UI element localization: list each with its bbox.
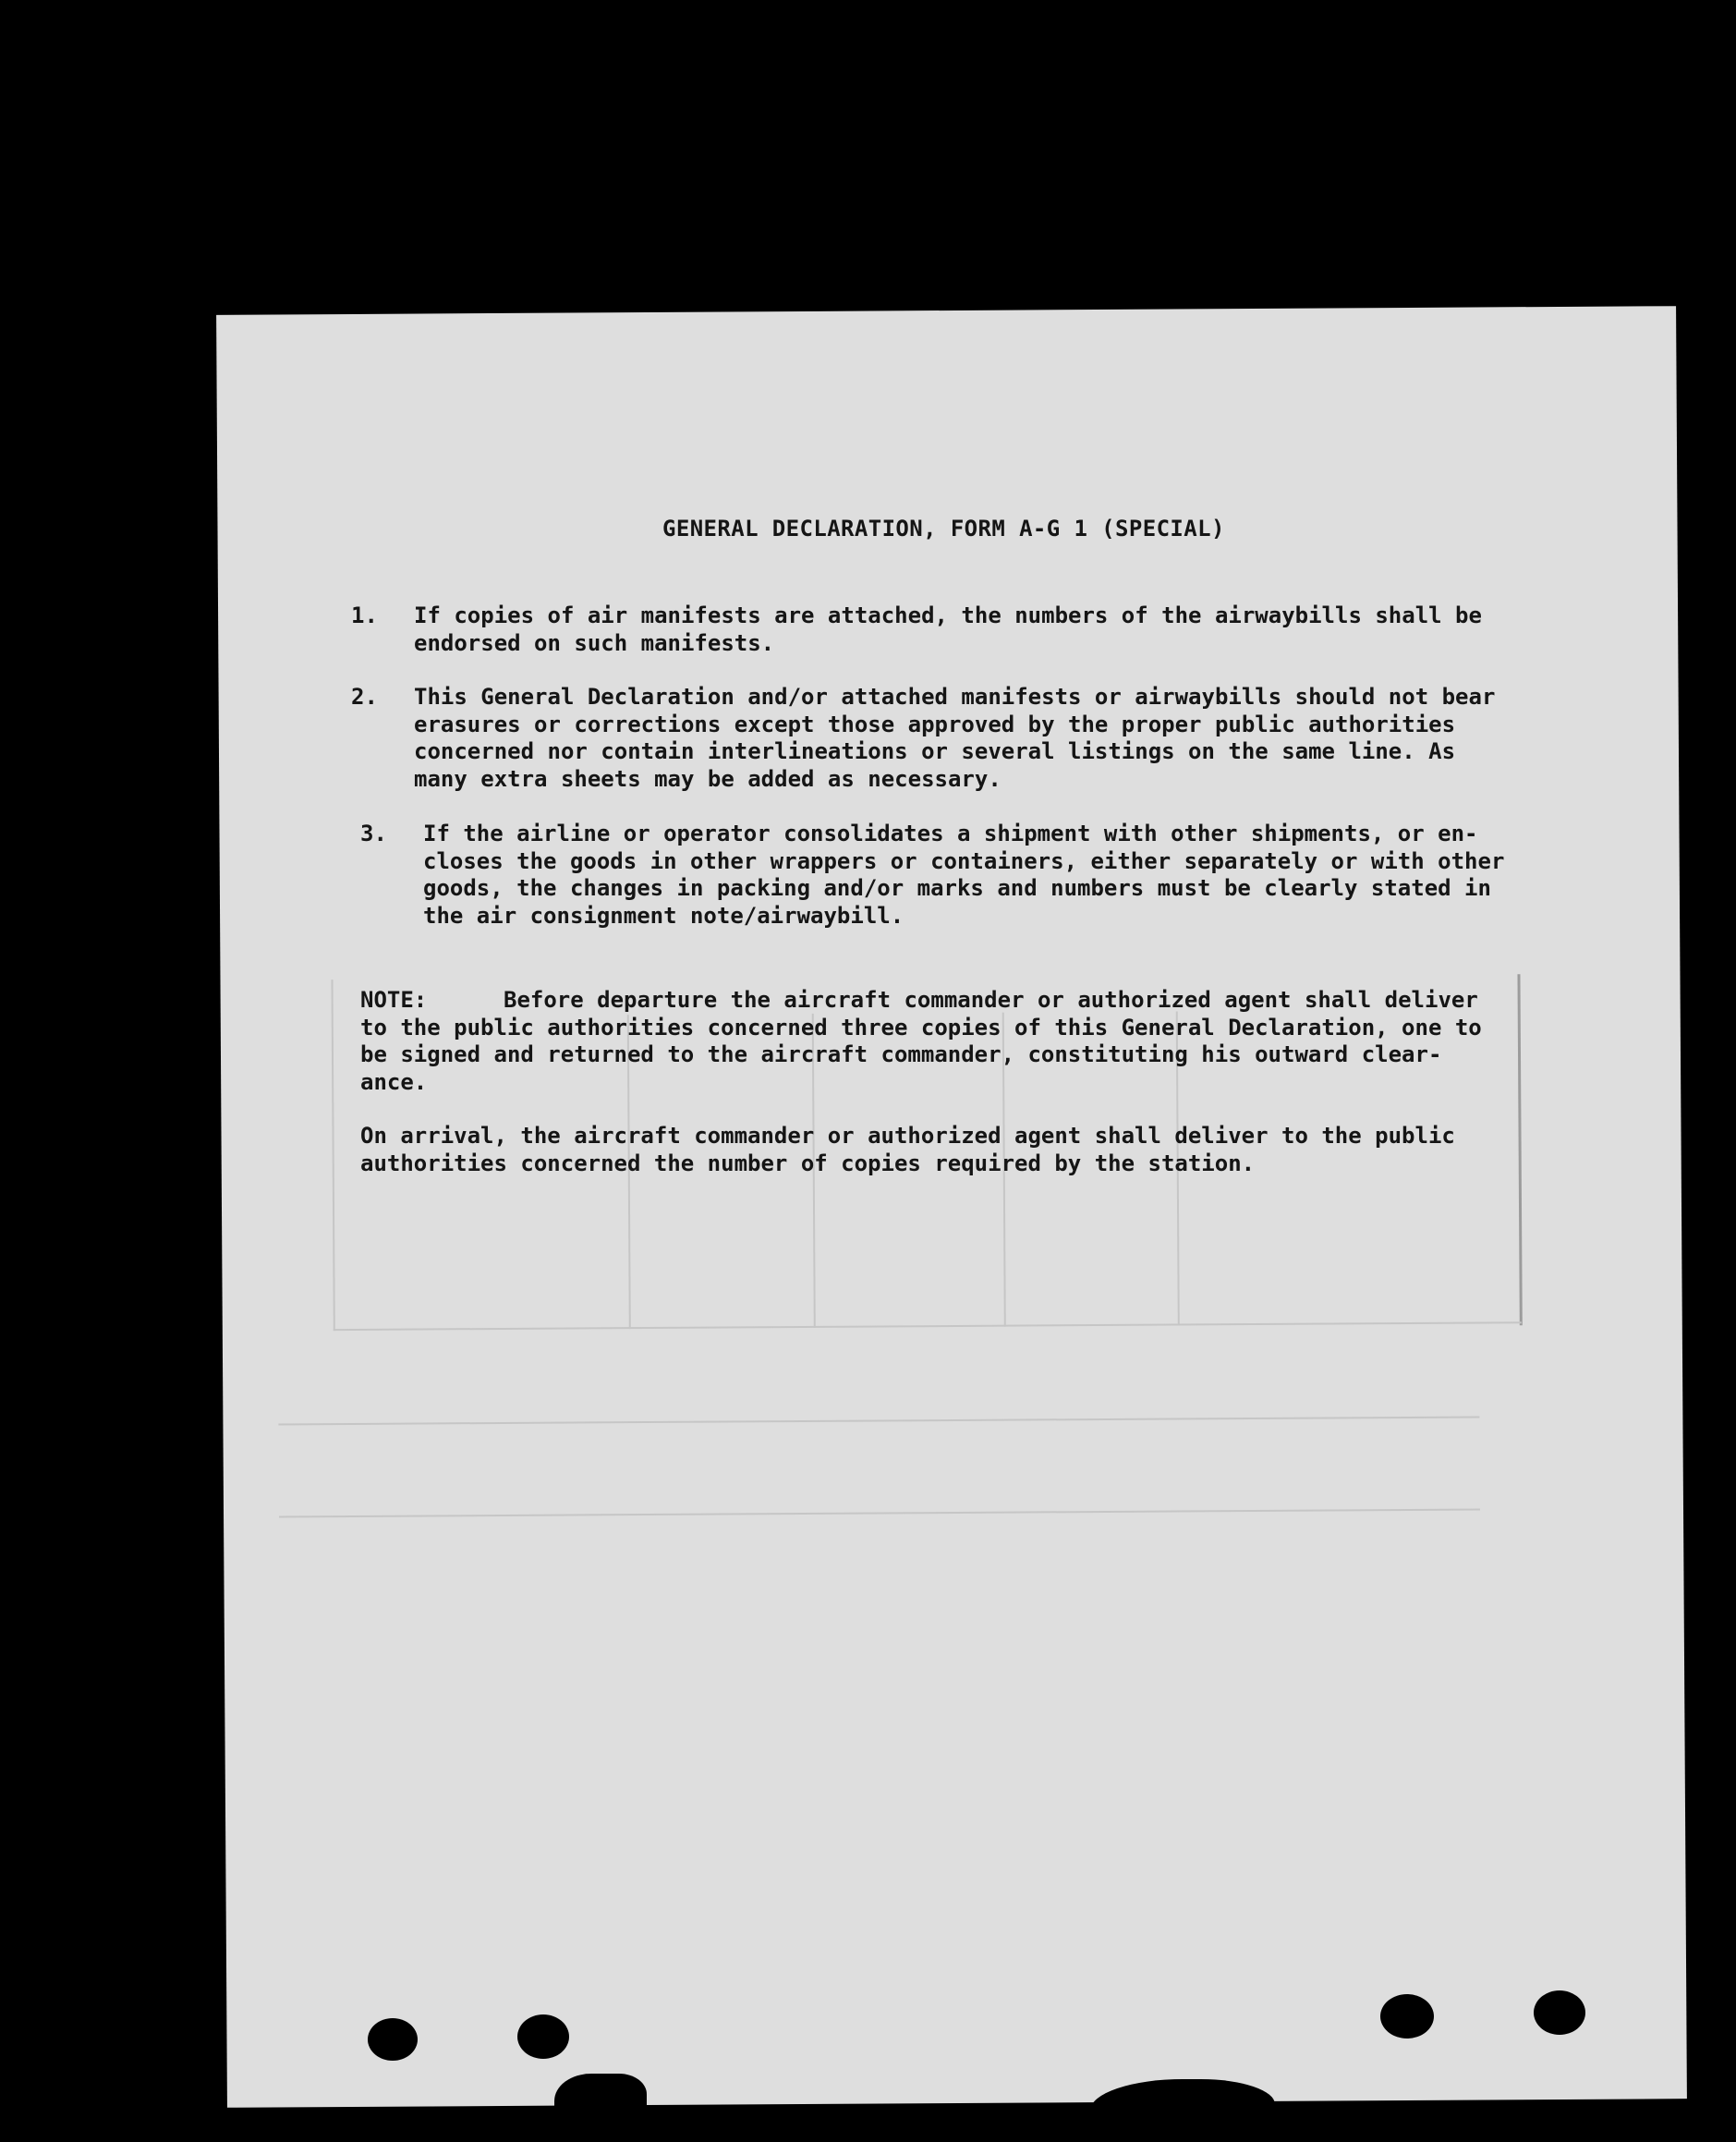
text-line: the air consignment note/airwaybill. [423, 902, 904, 929]
document-title: GENERAL DECLARATION, FORM A-G 1 (SPECIAL) [662, 516, 1225, 542]
text-line: This General Declaration and/or attached manifests or airwaybills should not bear [414, 684, 1496, 710]
item-text [423, 821, 1589, 930]
text-line: authorities concerned the number of copies required by the station. [360, 1150, 1256, 1176]
punch-hole [1534, 1990, 1585, 2035]
instruction-item-2 [351, 684, 1580, 793]
text-line: On arrival, the aircraft commander or authorized agent shall deliver to the public [360, 1123, 1455, 1149]
text-line: concerned nor contain interlineations or several listings on the same line. As [414, 738, 1456, 764]
bleed-through-line [331, 980, 334, 1331]
text-line: many extra sheets may be added as necessary. [414, 765, 1002, 792]
bleed-through-line [334, 1321, 1522, 1331]
text-line: endorsed on such manifests. [414, 629, 775, 656]
text-line: ance. [360, 1068, 428, 1095]
bleed-through-line [279, 1509, 1480, 1518]
text-line: Before departure the aircraft commander or authorized agent shall deliver [504, 987, 1478, 1013]
item-text [414, 684, 1580, 793]
note-section [360, 987, 1572, 1177]
punch-hole [368, 2018, 418, 2061]
text-line: closes the goods in other wrappers or containers, either separately or with other [423, 847, 1505, 874]
item-number: 3. [360, 821, 387, 846]
paragraph-gap [360, 1096, 1572, 1123]
text-line: to the public authorities concerned three copies of this General Declaration, one to [360, 1014, 1482, 1041]
punch-hole [517, 2014, 569, 2059]
instruction-item-1 [351, 602, 1580, 657]
text-line: If the airline or operator consolidates a shipment with other shipments, or en- [423, 821, 1478, 846]
note-label: NOTE: [360, 987, 428, 1013]
bleed-through-line [278, 1417, 1479, 1426]
torn-edge [1090, 2079, 1275, 2142]
document-page [216, 306, 1687, 2108]
instruction-item-3 [360, 821, 1589, 930]
text-line: goods, the changes in packing and/or marks and numbers must be clearly stated in [423, 875, 1491, 901]
item-number: 1. [351, 602, 378, 628]
punch-hole [1380, 1994, 1434, 2039]
torn-edge [554, 2074, 647, 2142]
text-line: If copies of air manifests are attached, the numbers of the airwaybills shall be [414, 602, 1482, 628]
note-line [360, 987, 1572, 1015]
text-line: erasures or corrections except those approved by the proper public authorities [414, 711, 1456, 737]
item-number: 2. [351, 684, 378, 710]
text-line: be signed and returned to the aircraft commander, constituting his outward clear- [360, 1041, 1442, 1067]
item-text [414, 602, 1580, 657]
torn-edge [1687, 1183, 1736, 1238]
